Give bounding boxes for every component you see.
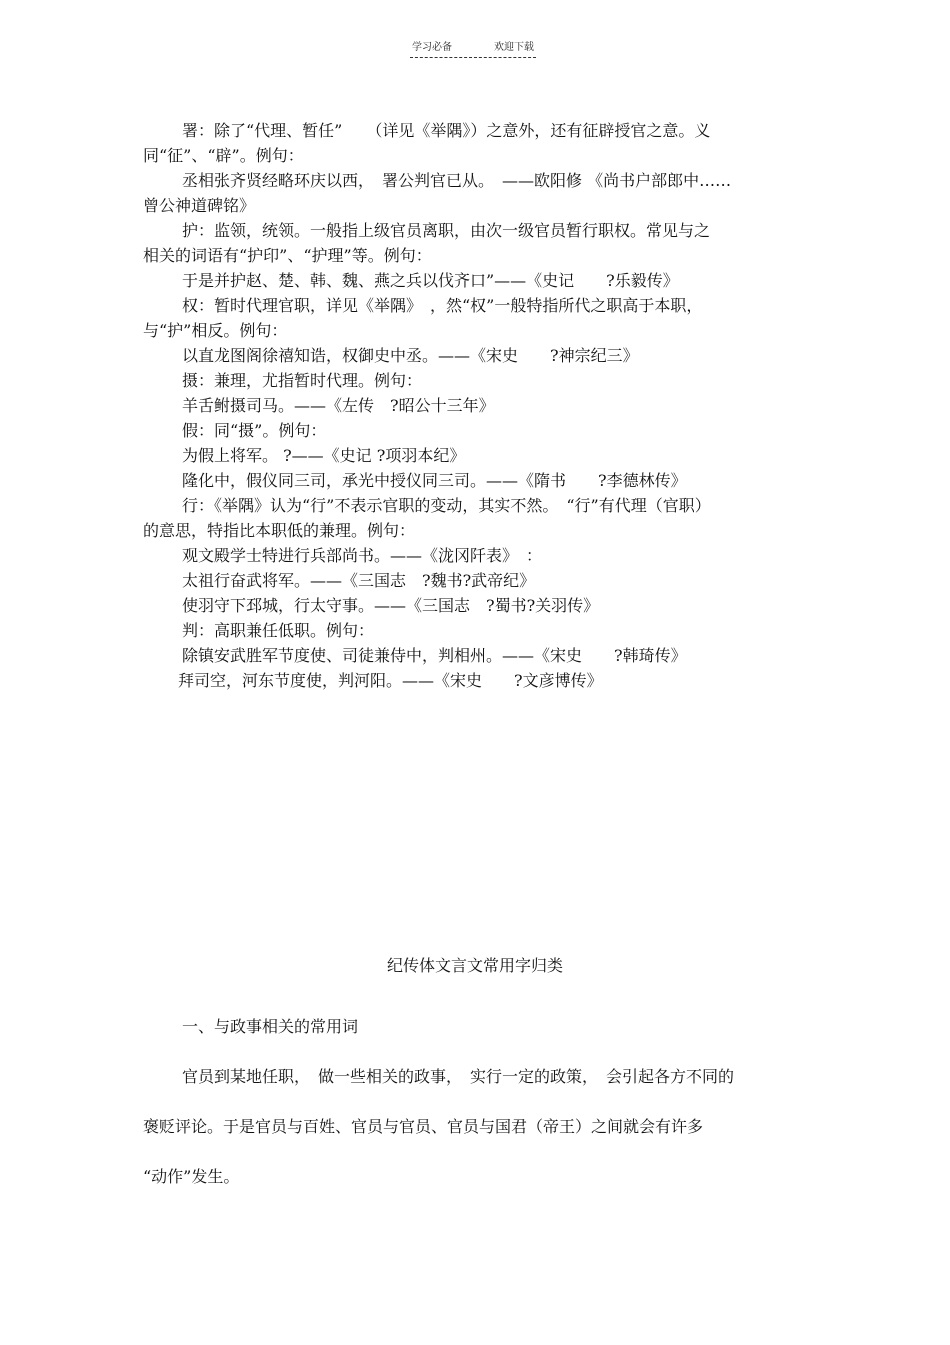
text-line: 隆化中，假仪同三司，承光中授仪同三司。——《隋书 ?李德林传》 xyxy=(182,471,687,490)
text-line: 丞相张齐贤经略环庆以西， 署公判官已从。 ——欧阳修 《尚书户部郎中…… xyxy=(182,171,732,190)
text-line: 观文殿学士特进行兵部尚书。——《泷冈阡表》 ： xyxy=(182,546,543,565)
section-title: 纪传体文言文常用字归类 xyxy=(386,956,563,975)
section-body xyxy=(143,1016,813,1188)
main-text xyxy=(143,118,813,693)
text-line: 护：监领，统领。一般指上级官员离职，由次一级官员暂行职权。常见与之 xyxy=(182,221,711,240)
text-line: 于是并护赵、楚、韩、魏、燕之兵以伐齐口”——《史记 ?乐毅传》 xyxy=(182,271,679,290)
text-line: 相关的词语有“护印”、“护理”等。例句： xyxy=(143,246,432,265)
text-line: 曾公神道碑铭》 xyxy=(143,196,256,215)
text-line: 判：高职兼任低职。例句： xyxy=(182,621,375,640)
text-line: 拜司空，河东节度使，判河阳。——《宋史 ?文彦博传》 xyxy=(178,671,603,690)
section-heading: 一、与政事相关的常用词 xyxy=(182,1017,359,1036)
text-line: 权：暂时代理官职，详见《举隅》 ，然“权”一般特指所代之职高于本职， xyxy=(182,296,703,315)
text-line: 以直龙图阁徐禧知诰，权御史中丞。——《宋史 ?神宗纪三》 xyxy=(182,346,639,365)
header-right-text: 欢迎下载 xyxy=(494,42,534,53)
text-line: 与“护”相反。例句： xyxy=(143,321,288,340)
text-line: 摄：兼理，尤指暂时代理。例句： xyxy=(182,371,423,390)
text-line: 为假上将军。 ?——《史记 ?项羽本纪》 xyxy=(182,446,466,465)
text-line: 太祖行奋武将军。——《三国志 ?魏书?武帝纪》 xyxy=(182,571,536,590)
paragraph-line: 褒贬评论。于是官员与百姓、官员与官员、官员与国君（帝王）之间就会有许多 xyxy=(143,1117,704,1136)
paragraph-line: 官员到某地任职， 做一些相关的政事， 实行一定的政策， 会引起各方不同的 xyxy=(182,1067,735,1086)
paragraph-line: “动作”发生。 xyxy=(143,1167,240,1186)
text-line: 除镇安武胜军节度使、司徒兼侍中，判相州。——《宋史 ?韩琦传》 xyxy=(182,646,687,665)
text-line: 署：除了“代理、暂任” （详见《举隅》）之意外，还有征辟授官之意。义 xyxy=(182,121,711,140)
text-line: 的意思，特指比本职低的兼理。例句： xyxy=(143,521,416,540)
text-line: 羊舌鲋摄司马。——《左传 ?昭公十三年》 xyxy=(182,396,495,415)
header-left-text: 学习必备 xyxy=(412,42,452,53)
header-rule xyxy=(410,57,536,58)
text-line: 同“征”、“辟”。例句： xyxy=(143,146,304,165)
text-line: 行：《举隅》认为“行”不表示官职的变动，其实不然。 “行”有代理（官职） xyxy=(182,496,711,515)
text-line: 使羽守下邳城，行太守事。——《三国志 ?蜀书?关羽传》 xyxy=(182,596,600,615)
text-line: 假：同“摄”。例句： xyxy=(182,421,327,440)
page-header xyxy=(410,38,536,58)
